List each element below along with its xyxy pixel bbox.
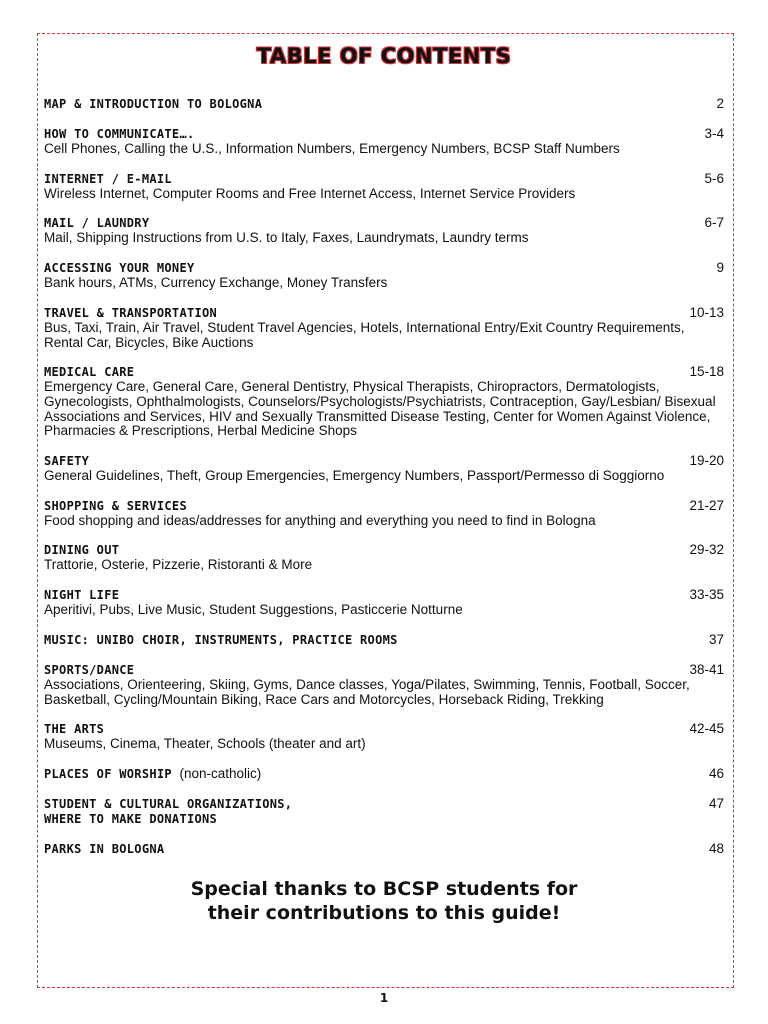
toc-entry-music[interactable] xyxy=(44,632,724,648)
toc-entry-night-life[interactable] xyxy=(44,587,724,618)
toc-heading: MAP & INTRODUCTION TO BOLOGNA xyxy=(44,97,263,111)
toc-heading: SAFETY xyxy=(44,454,90,469)
toc-entry-student-organizations[interactable] xyxy=(44,796,724,827)
toc-entry-map-introduction[interactable] xyxy=(44,96,724,112)
toc-description: General Guidelines, Theft, Group Emergencies, Emergency Numbers, Passport/Permesso di Soggiorno xyxy=(44,468,665,484)
toc-entry-mail-laundry[interactable] xyxy=(44,215,724,246)
toc-page-number: 21-27 xyxy=(689,497,724,513)
toc-heading: SHOPPING & SERVICES xyxy=(44,498,187,513)
toc-page-number: 15-18 xyxy=(689,364,724,380)
toc-entry-places-of-worship[interactable] xyxy=(44,766,724,782)
toc-description: Wireless Internet, Computer Rooms and Free Internet Access, Internet Service Providers xyxy=(44,185,576,201)
toc-heading-note: (non-catholic) xyxy=(179,765,262,781)
page-number: 1 xyxy=(379,991,389,1005)
toc-description: Cell Phones, Calling the U.S., Information Numbers, Emergency Numbers, BCSP Staff Numbers xyxy=(44,141,620,156)
toc-page-number: 38-41 xyxy=(689,661,724,677)
thanks-line-1: Special thanks to BCSP students for xyxy=(190,878,578,900)
toc-page-number: 6-7 xyxy=(704,215,724,231)
toc-entry-sports-dance[interactable] xyxy=(44,662,724,707)
toc-heading: TRAVEL & TRANSPORTATION xyxy=(44,305,218,320)
toc-description: Associations, Orienteering, Skiing, Gyms, Dance classes, Yoga/Pilates, Swimming, Tennis, Football, Soccer, Basketball, Cycling/Mountain Biking, Race Cars and Motorcycles, Horseback Riding, Trekking xyxy=(44,676,690,707)
toc-page-number: 42-45 xyxy=(689,721,724,737)
toc-page-number: 33-35 xyxy=(689,587,724,603)
toc-description: Food shopping and ideas/addresses for anything and everything you need to find in Bologna xyxy=(44,512,596,528)
toc-page-number: 9 xyxy=(716,260,724,276)
toc-heading: STUDENT & CULTURAL ORGANIZATIONS, xyxy=(44,796,293,811)
toc-heading: MUSIC: UNIBO CHOIR, INSTRUMENTS, PRACTICE ROOMS xyxy=(44,632,398,647)
toc-entry-travel-transportation[interactable] xyxy=(44,305,724,350)
toc-page-number: 19-20 xyxy=(689,453,724,469)
toc-description: Museums, Cinema, Theater, Schools (theater and art) xyxy=(44,736,366,752)
toc-page-number: 29-32 xyxy=(689,542,724,558)
toc-heading xyxy=(44,766,261,782)
toc-description: Emergency Care, General Care, General Dentistry, Physical Therapists, Chiropractors, Dermatologists, Gynecologists, Ophthalmologists, Counselors/Psychologists/Psychiatrists, Contraception, Gay/Lesbian/ Bisexual Associations and Services, HIV and Sexually Transmitted Disease Testing, Center for Women Against Violence, Pharmacies & Prescriptions, Herbal Medicine Shops xyxy=(44,379,716,439)
toc-page-number: 3-4 xyxy=(704,126,724,141)
toc-page-number: 46 xyxy=(708,765,724,781)
toc-heading: MEDICAL CARE xyxy=(44,365,135,380)
toc-heading: HOW TO COMMUNICATE…. xyxy=(44,127,195,141)
toc-entry-the-arts[interactable] xyxy=(44,721,724,752)
toc-description: Mail, Shipping Instructions from U.S. to Italy, Faxes, Laundrymats, Laundry terms xyxy=(44,230,529,246)
toc-heading: INTERNET / E-MAIL xyxy=(44,171,172,186)
toc-entry-parks[interactable] xyxy=(44,841,724,857)
toc-heading-text: PLACES OF WORSHIP xyxy=(44,766,172,781)
toc-page-number: 47 xyxy=(708,795,724,811)
toc-heading: THE ARTS xyxy=(44,722,105,737)
toc-page-number: 10-13 xyxy=(689,304,724,320)
toc-heading: MAIL / LAUNDRY xyxy=(44,216,150,231)
toc-entry-dining-out[interactable] xyxy=(44,542,724,573)
toc-page-number: 2 xyxy=(716,96,724,111)
toc-description: Trattorie, Osterie, Pizzerie, Ristoranti & More xyxy=(44,557,313,573)
table-of-contents xyxy=(44,96,724,871)
toc-description: Bank hours, ATMs, Currency Exchange, Money Transfers xyxy=(44,275,388,291)
toc-page-number: 37 xyxy=(708,631,724,647)
toc-entry-accessing-money[interactable] xyxy=(44,260,724,291)
thanks-message xyxy=(0,877,768,925)
toc-entry-shopping-services[interactable] xyxy=(44,498,724,529)
toc-page-number: 5-6 xyxy=(704,170,724,186)
toc-heading: SPORTS/DANCE xyxy=(44,662,135,677)
toc-description: Bus, Taxi, Train, Air Travel, Student Travel Agencies, Hotels, International Entry/Exit Country Requirements, Rental Car, Bicycles, Bike Auctions xyxy=(44,319,685,350)
toc-entry-internet-email[interactable] xyxy=(44,171,724,202)
page-title: TABLE OF CONTENTS xyxy=(256,44,512,68)
toc-entry-medical-care[interactable] xyxy=(44,364,724,439)
toc-page-number: 48 xyxy=(708,840,724,856)
toc-heading: ACCESSING YOUR MONEY xyxy=(44,261,195,276)
toc-heading: DINING OUT xyxy=(44,543,120,558)
toc-entry-safety[interactable] xyxy=(44,453,724,484)
toc-heading: PARKS IN BOLOGNA xyxy=(44,841,165,856)
thanks-line-2: their contributions to this guide! xyxy=(207,902,561,924)
toc-description: Aperitivi, Pubs, Live Music, Student Suggestions, Pasticcerie Notturne xyxy=(44,602,463,618)
toc-entry-how-to-communicate[interactable] xyxy=(44,126,724,157)
toc-heading: NIGHT LIFE xyxy=(44,588,120,603)
toc-heading-continued: WHERE TO MAKE DONATIONS xyxy=(44,811,218,826)
